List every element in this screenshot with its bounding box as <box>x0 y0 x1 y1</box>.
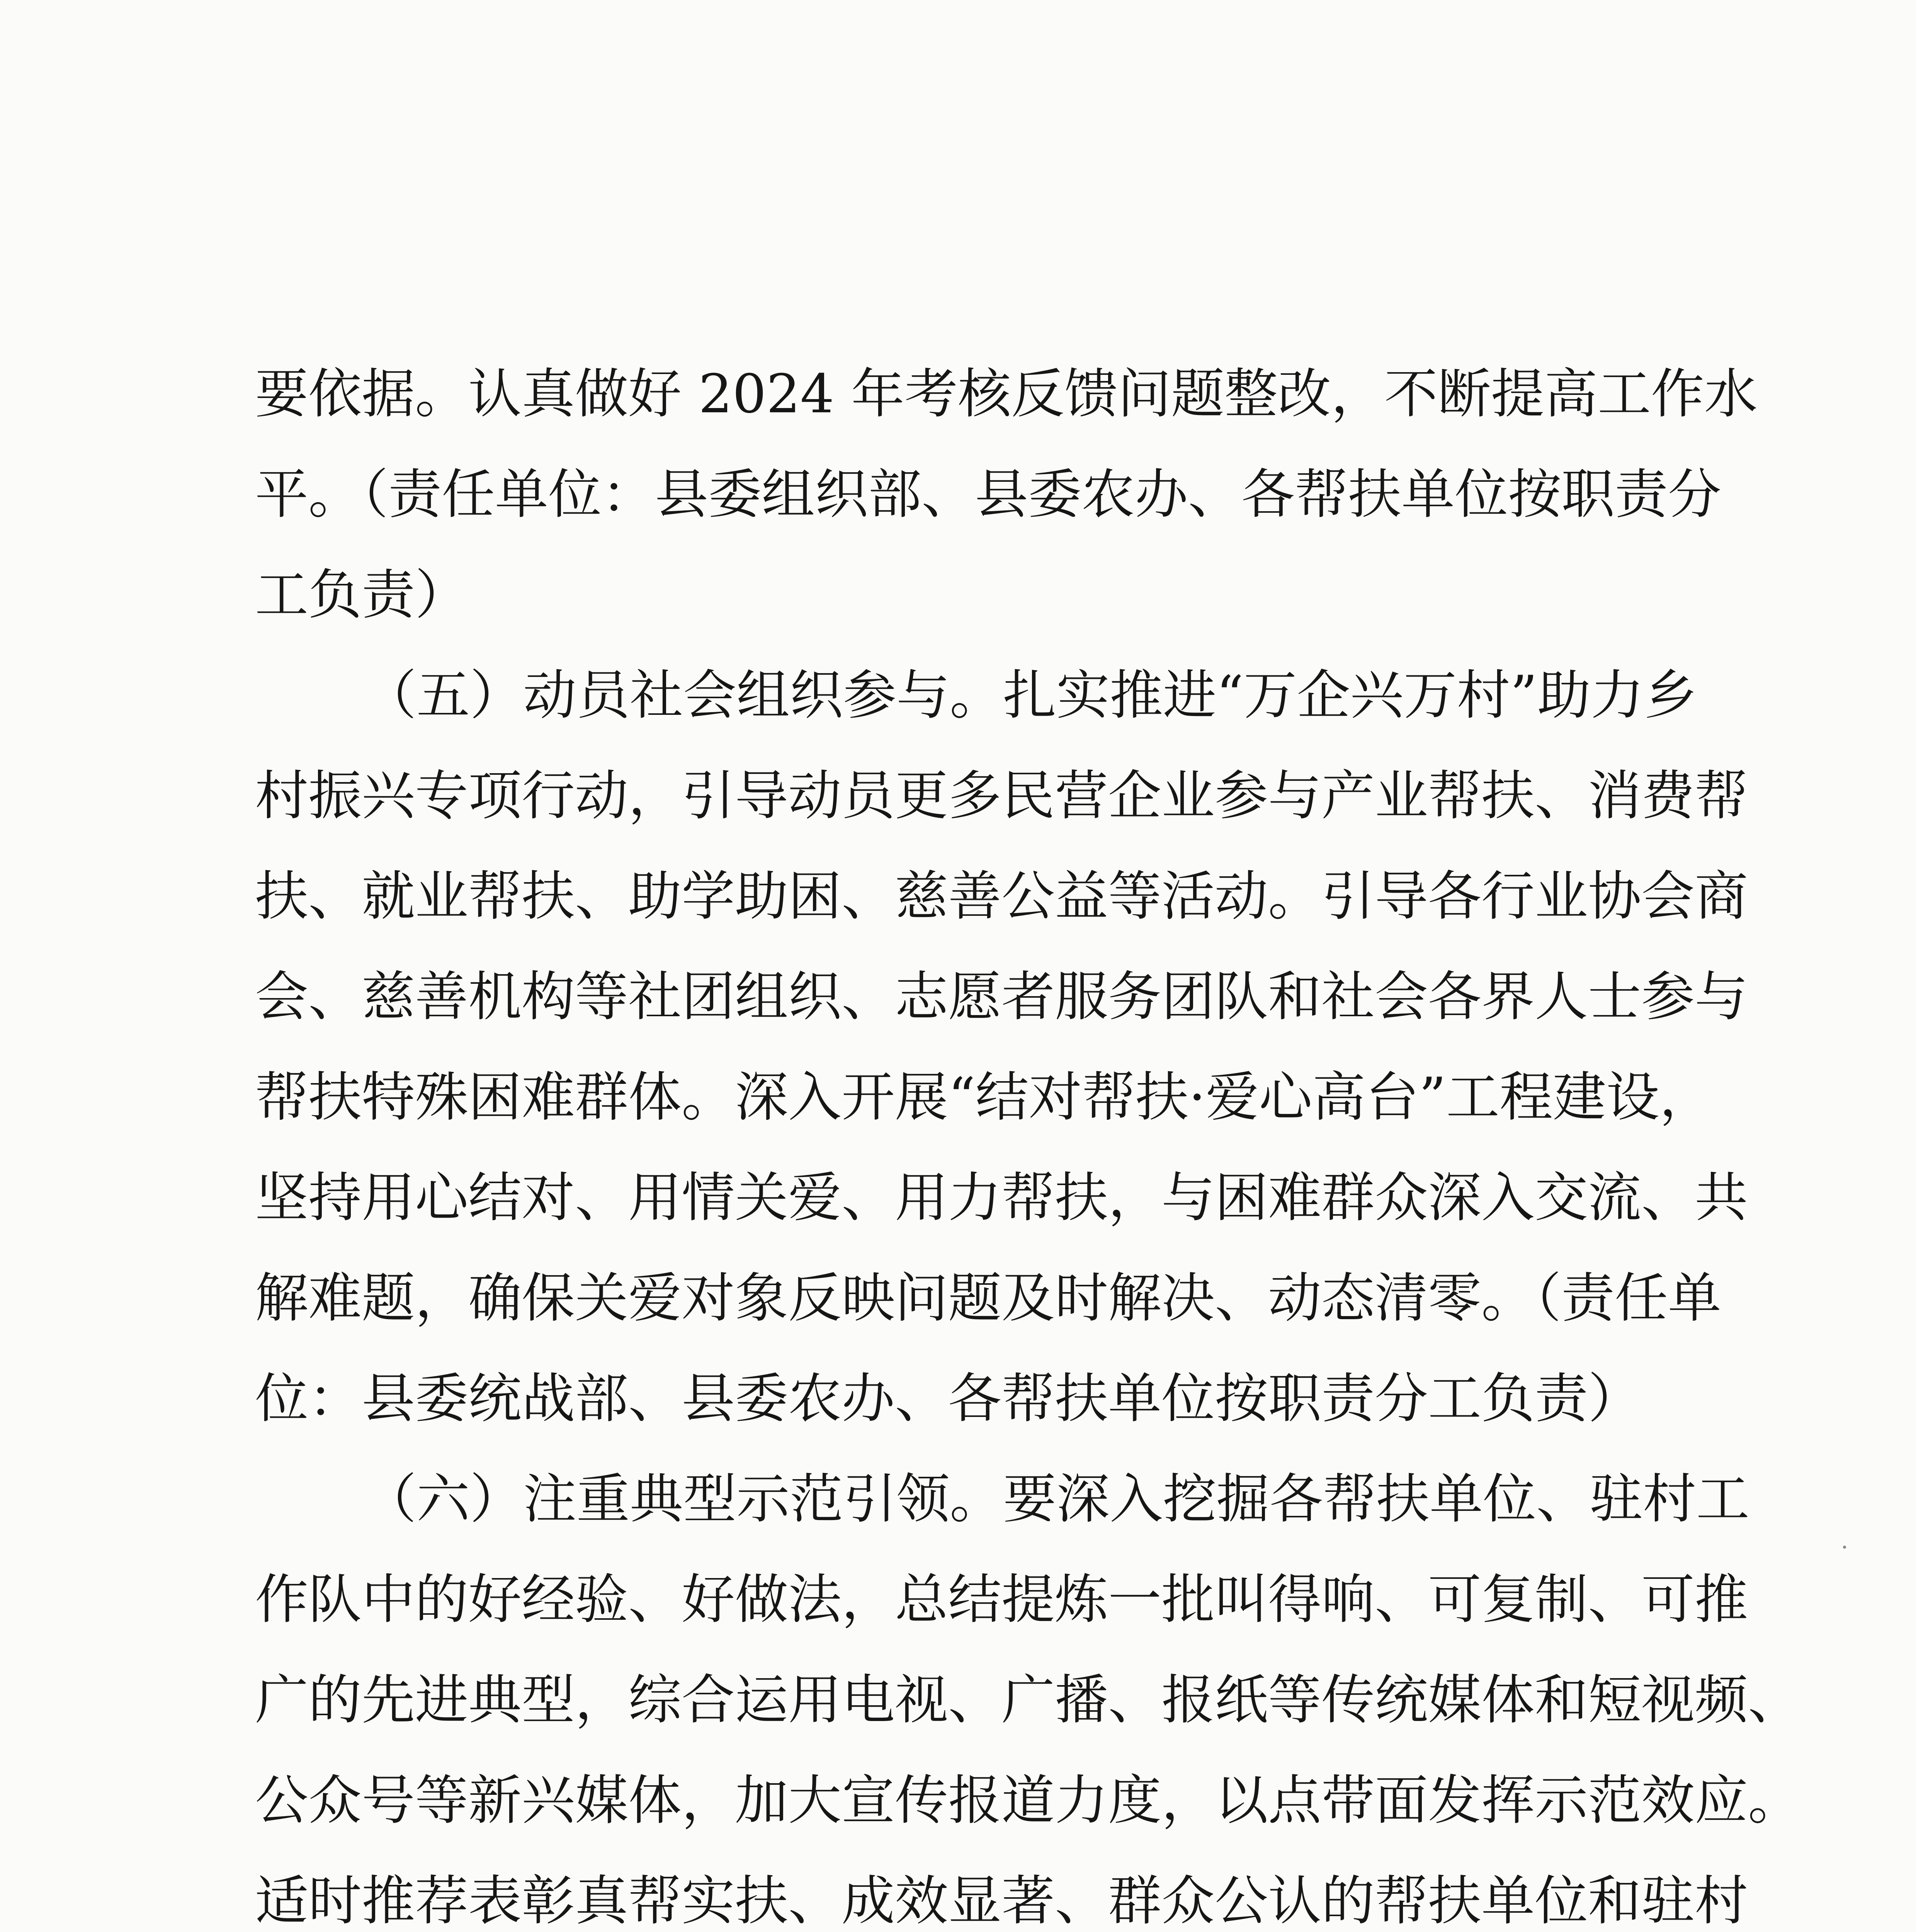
section-6-heading-line: （六）注重典型示范引领。要深入挖掘各帮扶单位、驻村工 <box>363 1468 1750 1530</box>
body-line-9: 坚持用心结对、用情关爱、用力帮扶，与困难群众深入交流、共 <box>255 1167 1748 1229</box>
scan-speck <box>1843 1546 1846 1549</box>
body-line-14: 广的先进典型，综合运用电视、广播、报纸等传统媒体和短视频、 <box>255 1669 1802 1731</box>
body-line-16: 适时推荐表彰真帮实扶、成效显著、群众公认的帮扶单位和驻村 <box>255 1870 1748 1932</box>
body-line-3: 工负责） <box>255 564 469 626</box>
body-line-13: 作队中的好经验、好做法，总结提炼一批叫得响、可复制、可推 <box>255 1568 1748 1631</box>
body-line-8: 帮扶特殊困难群体。深入开展“结对帮扶·爱心高台”工程建设， <box>255 1066 1713 1128</box>
body-line-11: 位：县委统战部、县委农办、各帮扶单位按职责分工负责） <box>255 1367 1642 1430</box>
section-5-heading-line: （五）动员社会组织参与。扎实推进“万企兴万村”助力乡 <box>363 664 1698 726</box>
body-line-2: 平。（责任单位：县委组织部、县委农办、各帮扶单位按职责分 <box>255 463 1722 526</box>
body-line-15: 公众号等新兴媒体，加大宣传报道力度，以点带面发挥示范效应。 <box>255 1769 1802 1832</box>
body-line-6: 扶、就业帮扶、助学助困、慈善公益等活动。引导各行业协会商 <box>255 865 1748 927</box>
body-line-7: 会、慈善机构等社团组织、志愿者服务团队和社会各界人士参与 <box>255 966 1748 1028</box>
body-line-10: 解难题，确保关爱对象反映问题及时解决、动态清零。（责任单 <box>255 1267 1722 1329</box>
body-line-5: 村振兴专项行动，引导动员更多民营企业参与产业帮扶、消费帮 <box>255 765 1748 827</box>
body-line-1: 要依据。认真做好 2024 年考核反馈问题整改，不断提高工作水 <box>255 363 1758 425</box>
